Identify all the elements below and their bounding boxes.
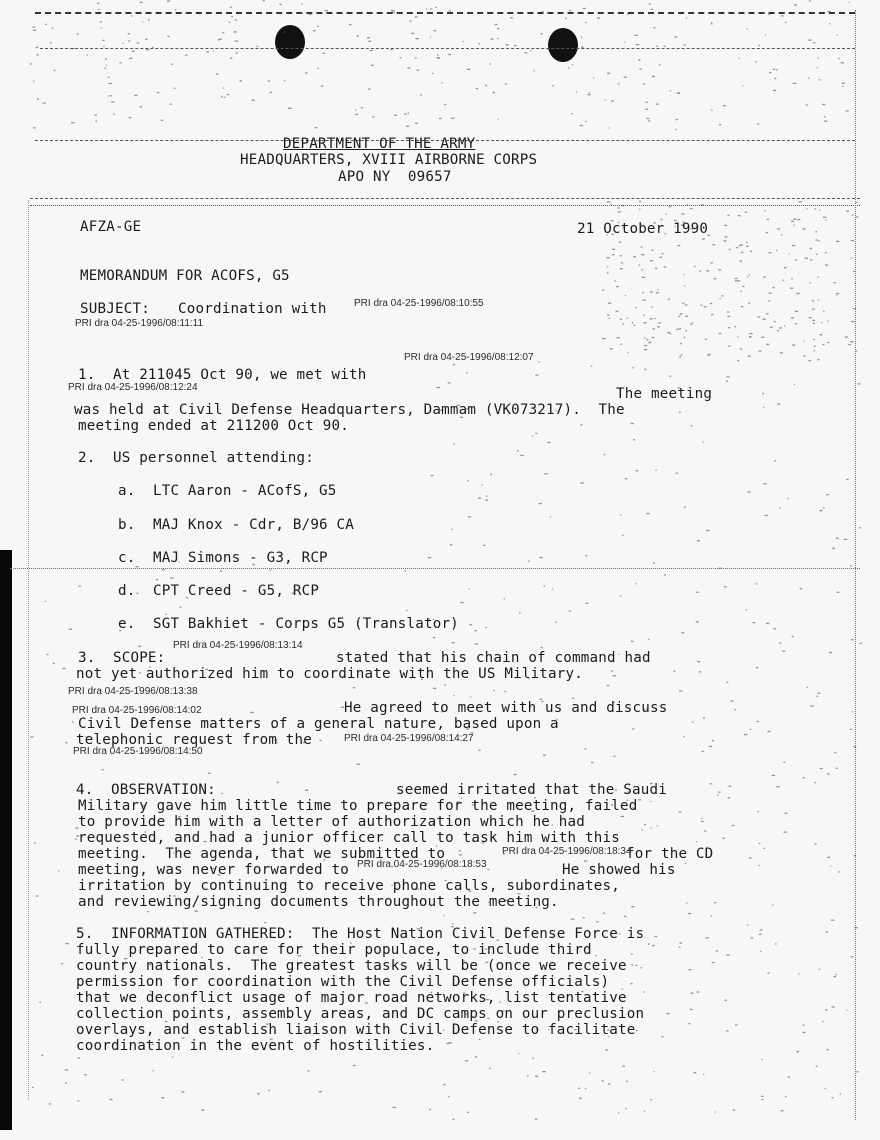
para3-label: 3. SCOPE: <box>78 650 166 666</box>
para4-line7: irritation by continuing to receive phone calls, subordinates, <box>78 878 620 894</box>
para4-line5b: for the CD <box>626 846 714 862</box>
para4-line6: meeting, was never forwarded to <box>78 862 349 878</box>
para5-line1: 5. INFORMATION GATHERED: The Host Nation Civil Defense Force is <box>76 926 645 942</box>
para5-line2: fully prepared to care for their populace, to include third <box>76 942 592 958</box>
attendee-item: e. SGT Bakhiet - Corps G5 (Translator) <box>118 616 459 632</box>
attendee-item: b. MAJ Knox - Cdr, B/96 CA <box>118 517 355 533</box>
headquarters-heading: HEADQUARTERS, XVIII AIRBORNE CORPS <box>240 152 538 168</box>
para4-line2: Military gave him little time to prepare for the meeting, failed <box>78 798 638 814</box>
redaction-stamp: PRI dra 04-25-1996/08:12:07 <box>404 352 534 363</box>
para4-line3: to provide him with a letter of authorization which he had <box>78 814 586 830</box>
para1-line4: meeting ended at 211200 Oct 90. <box>78 418 349 434</box>
para1-line3: was held at Civil Defense Headquarters, Dammam (VK073217). The <box>74 402 625 418</box>
para4-line1: seemed irritated that the Saudi <box>396 782 667 798</box>
redaction-stamp: PRI dra 04-25-1996/08:14:50 <box>73 746 203 757</box>
redaction-stamp: PRI dra 04-25-1996/08:14:02 <box>72 705 202 716</box>
para1-line2: The meeting <box>616 386 713 402</box>
redaction-stamp: PRI dra 04-25-1996/08:11:11 <box>75 318 204 329</box>
para3-line5: telephonic request from the <box>76 732 313 748</box>
attendee-item: c. MAJ Simons - G3, RCP <box>118 550 328 566</box>
para4-line8: and reviewing/signing documents throughout the meeting. <box>78 894 559 910</box>
memo-date: 21 October 1990 <box>577 221 709 237</box>
para5-line7: overlays, and establish liaison with Civil Defense to facilitate <box>76 1022 636 1038</box>
para3-line1: stated that his chain of command had <box>336 650 651 666</box>
para5-line6: collection points, assembly areas, and DC camps on our preclusion <box>76 1006 645 1022</box>
department-heading: DEPARTMENT OF THE ARMY <box>283 136 476 152</box>
redaction-stamp: PRI dra 04-25-1996/08:14:27 <box>344 733 474 744</box>
subject-text: Coordination with <box>178 301 327 317</box>
para4-label: 4. OBSERVATION: <box>76 782 216 798</box>
apo-address: APO NY 09657 <box>338 169 452 185</box>
para4-line6b: He showed his <box>562 862 676 878</box>
para5-line3: country nationals. The greatest tasks will be (once we receive <box>76 958 627 974</box>
redaction-stamp: PRI dra 04-25-1996/08:10:55 <box>354 298 484 309</box>
para3-line3: He agreed to meet with us and discuss <box>344 700 668 716</box>
attendee-item: d. CPT Creed - G5, RCP <box>118 583 320 599</box>
para5-line8: coordination in the event of hostilities. <box>76 1038 435 1054</box>
para2-heading: 2. US personnel attending: <box>78 450 315 466</box>
redaction-stamp: PRI dra 04-25-1996/08:13:38 <box>68 686 198 697</box>
subject-label: SUBJECT: <box>80 301 150 317</box>
para3-line4: Civil Defense matters of a general nature, based upon a <box>78 716 559 732</box>
attendee-item: a. LTC Aaron - ACofS, G5 <box>118 483 337 499</box>
para1-line1: 1. At 211045 Oct 90, we met with <box>78 367 367 383</box>
office-symbol: AFZA-GE <box>80 219 142 235</box>
redaction-stamp: PRI dra 04-25-1996/08:12:24 <box>68 382 198 393</box>
redaction-stamp: PRI dra 04-25-1996/08:13:14 <box>173 640 303 651</box>
redaction-stamp: PRI dra 04-25-1996/08:18:34 <box>502 846 632 857</box>
para5-line4: permission for coordination with the Civil Defense officials) <box>76 974 610 990</box>
para4-line5: meeting. The agenda, that we submitted to <box>78 846 446 862</box>
para3-line2: not yet authorized him to coordinate with the US Military. <box>76 666 584 682</box>
para5-line5: that we deconflict usage of major road networks, list tentative <box>76 990 627 1006</box>
para4-line4: requested, and had a junior officer call to task him with this <box>78 830 620 846</box>
memo-for-line: MEMORANDUM FOR ACOFS, G5 <box>80 268 290 284</box>
redaction-stamp: PRI dra 04-25-1996/08:18:53 <box>357 859 487 870</box>
